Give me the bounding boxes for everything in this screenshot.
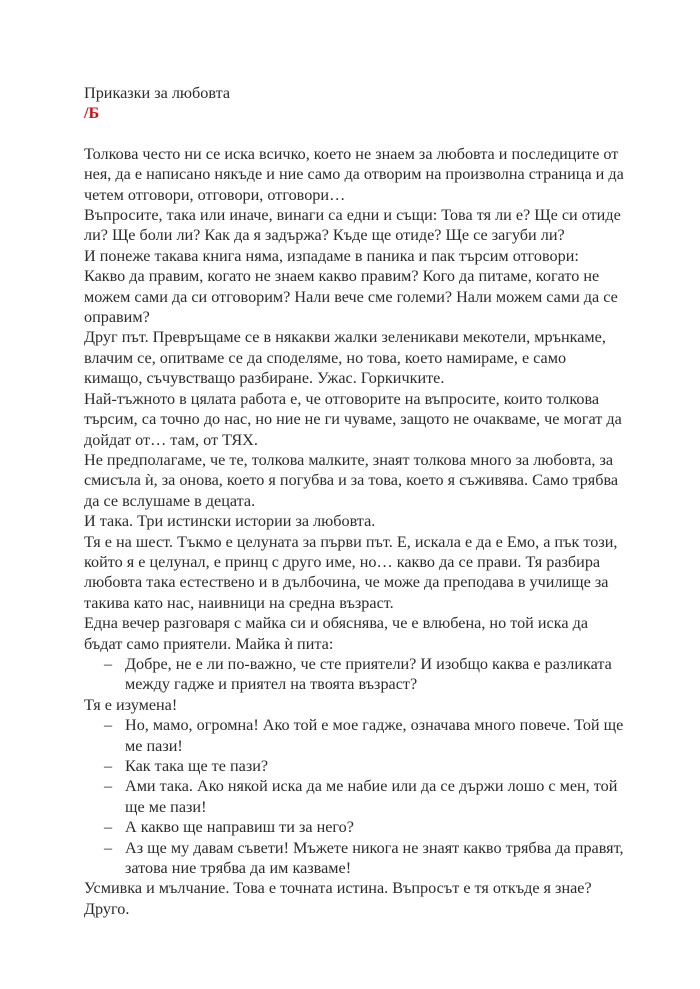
document-content <box>84 83 624 919</box>
paragraph: Толкова често ни се иска всичко, което не знаем за любовта и последиците от нея, да е написано някъде и ние само да отворим на произволна страница и да четем отговори, отговори, отговори… <box>84 144 624 204</box>
dialogue-line <box>84 756 624 776</box>
document-title: Приказки за любовта <box>84 84 231 102</box>
dialogue-text: Как така ще те пази? <box>125 757 269 775</box>
paragraph: Не предполагаме, че те, толкова малките, знаят толкова много за любовта, за смисъла ѝ, за онова, което я погубва и за това, което я съживява. Само трябва да се вслушаме в децата. <box>84 450 619 510</box>
paragraph: Въпросите, така или иначе, винаги са едни и същи: Това тя ли е? Ще си отиде ли? Ще боли ли? Как да я задържа? Къде ще отиде? Ще се загуби ли? <box>84 206 621 245</box>
paragraph: Най-тъжното в цялата работа е, че отговорите на въпросите, които толкова търсим, са точно до нас, но ние не ги чуваме, защото не очакваме, че могат да дойдат от… там, от ТЯХ. <box>84 389 622 449</box>
dialogue-dash: – <box>104 818 113 837</box>
paragraph: Тя е изумена! <box>84 695 178 714</box>
dialogue-dash: – <box>104 716 113 735</box>
paragraph: И понеже такава книга няма, изпадаме в паника и пак търсим отговори: Какво да правим, когато не знаем какво правим? Кого да питаме, когато не можем сами да си отговорим? Нали вече сме големи? Нали можем сами да се оправим? <box>84 246 618 327</box>
dialogue-line <box>84 817 624 837</box>
dialogue-dash: – <box>104 777 113 796</box>
dialogue-dash: – <box>104 654 113 673</box>
dialogue-text: Добре, не е ли по-важно, че сте приятели? И изобщо каква е разликата между гадже и приятел на твоята възраст? <box>125 654 612 694</box>
dialogue-dash: – <box>104 757 113 775</box>
document-body <box>84 144 624 919</box>
paragraph: Една вечер разговаря с майка си и обяснява, че е влюбена, но той иска да бъдат само приятели. Майка ѝ пита: <box>84 614 588 653</box>
paragraph: Тя е на шест. Тъкмо е целуната за първи път. Е, искала е да е Емо, а пък този, който я е целунал, е принц с друго име, но… какво да се прави. Тя разбира любовта така естествено и в дълбочина, че може да преподава в училище за такива като нас, наивници на средна възраст. <box>84 532 618 612</box>
dialogue-line <box>84 838 624 879</box>
paragraph: Усмивка и мълчание. Това е точната истина. Въпросът е тя откъде я знае? Друго. <box>84 879 592 918</box>
paragraph: И така. Три истински истории за любовта. <box>84 512 376 531</box>
paragraph: Друг път. Превръщаме се в някакви жалки зеленикави мекотели, мрънкаме, влачим се, опитваме се да споделяме, но това, което намираме, е само кимащо, съчувстващо разбиране. Ужас. Горкичките. <box>84 328 606 388</box>
dialogue-dash: – <box>104 838 113 857</box>
dialogue-line <box>84 654 624 695</box>
author-signature: /Б <box>84 104 100 123</box>
dialogue-text: Аз ще му давам съвети! Мъжете никога не знаят какво трябва да правят, затова ние трябва да им казваме! <box>125 838 624 878</box>
dialogue-text: Ами така. Ако някой иска да ме набие или да се държи лошо с мен, той ще ме пази! <box>125 777 618 816</box>
dialogue-line <box>84 715 624 756</box>
dialogue-text: А какво ще направиш ти за него? <box>125 818 354 837</box>
dialogue-text: Но, мамо, огромна! Ако той е мое гадже, означава много повече. Той ще ме пази! <box>125 716 624 755</box>
dialogue-line <box>84 776 624 817</box>
